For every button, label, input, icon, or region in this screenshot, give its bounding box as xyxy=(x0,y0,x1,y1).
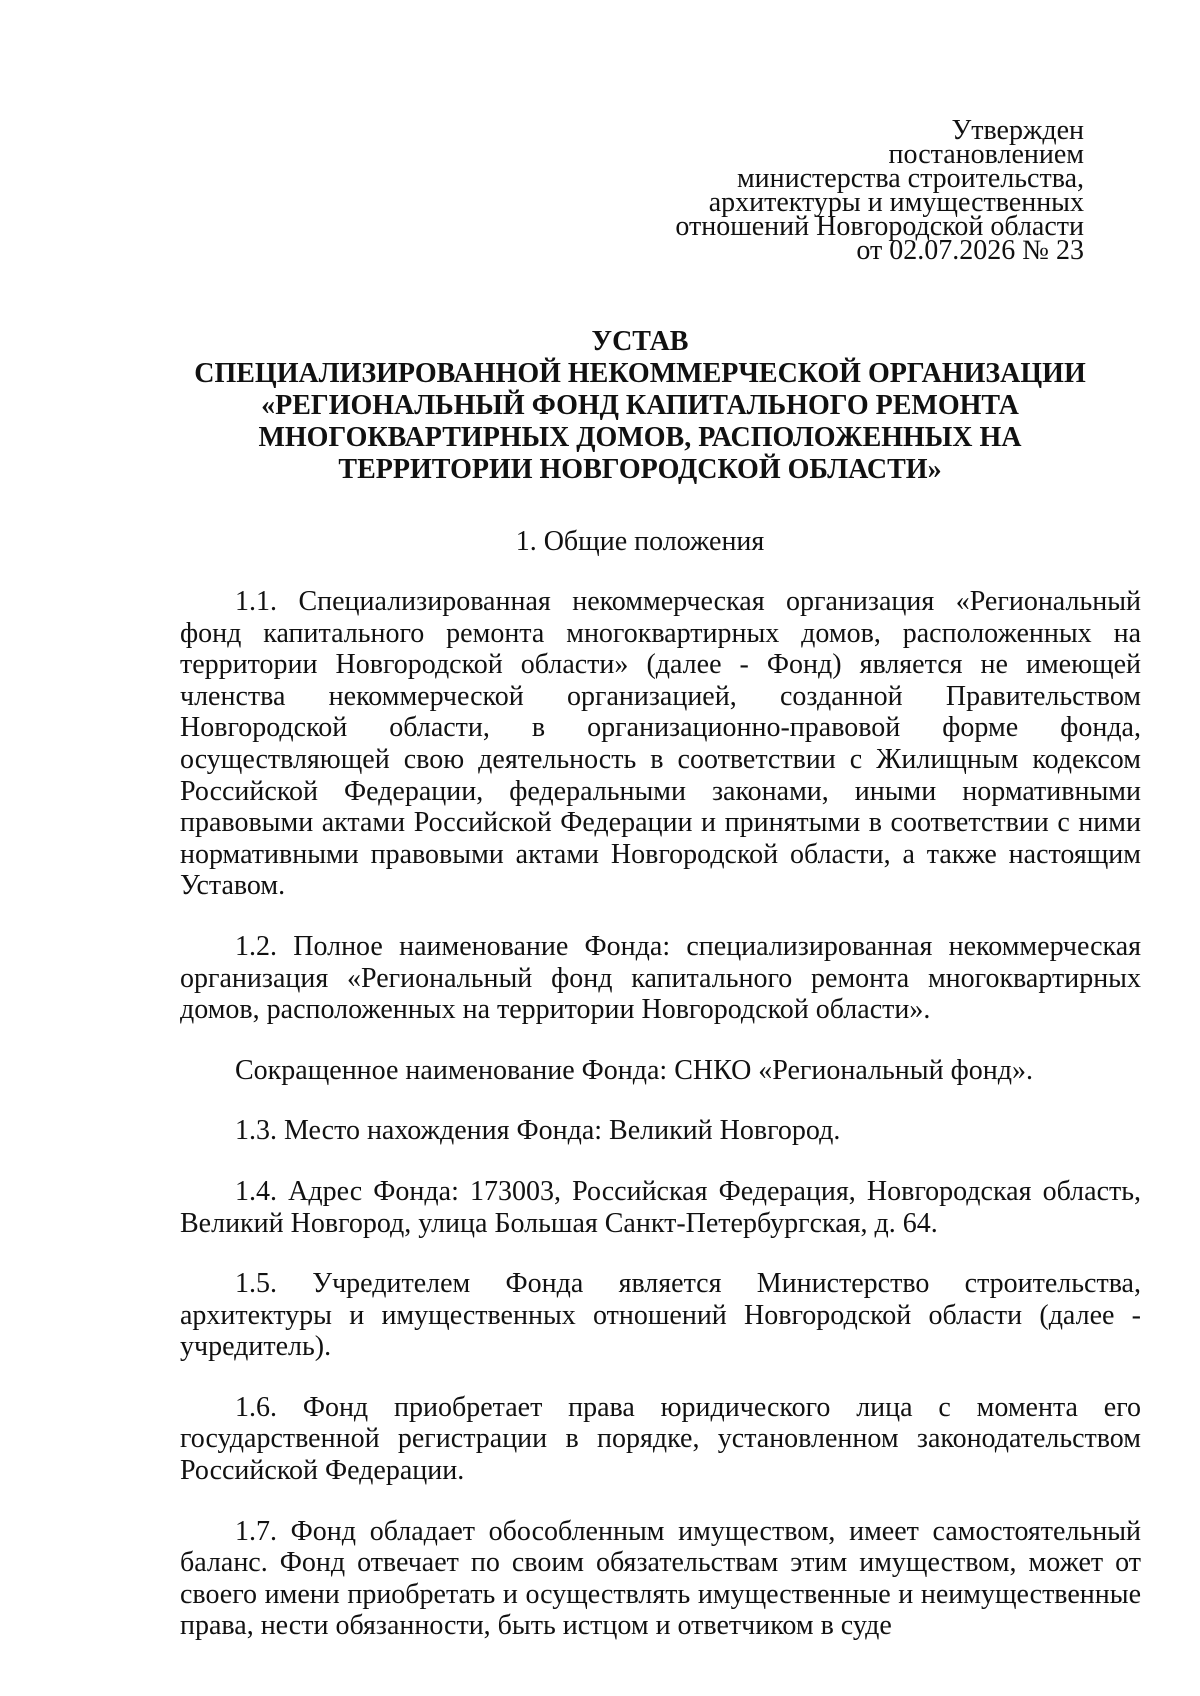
title-line: «РЕГИОНАЛЬНЫЙ ФОНД КАПИТАЛЬНОГО РЕМОНТА xyxy=(261,390,1019,421)
paragraph-1-2: 1.2. Полное наименование Фонда: специализированная некоммерческая организация «Региональный фонд капитального ремонта многоквартирных домов, расположенных на территории Новгородской области». xyxy=(180,930,1141,1026)
title-line: СПЕЦИАЛИЗИРОВАННОЙ НЕКОММЕРЧЕСКОЙ ОРГАНИЗАЦИИ xyxy=(194,358,1086,389)
document-body xyxy=(180,586,1141,1671)
title-line: МНОГОКВАРТИРНЫХ ДОМОВ, РАСПОЛОЖЕННЫХ НА xyxy=(258,422,1022,453)
approval-line: отношений Новгородской области xyxy=(675,211,1084,242)
paragraph-1-6: 1.6. Фонд приобретает права юридического лица с момента его государственной регистрации в порядке, установленном законодательством Российской Федерации. xyxy=(180,1391,1141,1487)
approval-stamp xyxy=(524,115,1084,266)
paragraph-1-5: 1.5. Учредителем Фонда является Министерство строительства, архитектуры и имущественных отношений Новгородской области (далее - учредитель). xyxy=(180,1268,1141,1363)
paragraph-1-3: 1.3. Место нахождения Фонда: Великий Новгород. xyxy=(235,1115,841,1147)
approval-line: министерства строительства, xyxy=(736,163,1084,194)
approval-line: Утвержден xyxy=(951,115,1084,146)
title-line: ТЕРРИТОРИИ НОВГОРОДСКОЙ ОБЛАСТИ» xyxy=(338,454,942,485)
paragraph-1-7: 1.7. Фонд обладает обособленным имуществом, имеет самостоятельный баланс. Фонд отвечает по своим обязательствам этим имуществом, может от своего имени приобретать и осуществлять имущественные и неимущественные права, нести обязанности, быть истцом и ответчиком в суде xyxy=(180,1515,1141,1642)
paragraph-1-4: 1.4. Адрес Фонда: 173003, Российская Федерация, Новгородская область, Великий Новгород, улица Большая Санкт-Петербургская, д. 64. xyxy=(180,1175,1141,1239)
title-line: УСТАВ xyxy=(591,326,689,357)
approval-line: постановлением xyxy=(888,139,1084,170)
section-heading: 1. Общие положения xyxy=(515,526,765,557)
approval-line: архитектуры и имущественных xyxy=(708,187,1084,218)
paragraph-1-1: 1.1. Специализированная некоммерческая организация «Региональный фонд капитального ремонта многоквартирных домов, расположенных на территории Новгородской области» (далее - Фонд) является не имеющей членства некоммерческой организацией, созданной Правительством Новгородской области, в организационно-правовой форме фонда, осуществляющей свою деятельность в соответствии с Жилищным кодексом Российской Федерации, федеральными законами, иными нормативными правовыми актами Российской Федерации и принятыми в соответствии с ними нормативными правовыми актами Новгородской области, а также настоящим Уставом. xyxy=(180,586,1141,902)
approval-line: от 02.07.2026 № 23 xyxy=(856,235,1084,266)
paragraph-short-name: Сокращенное наименование Фонда: СНКО «Региональный фонд». xyxy=(235,1054,1033,1086)
document-title xyxy=(160,326,1120,486)
